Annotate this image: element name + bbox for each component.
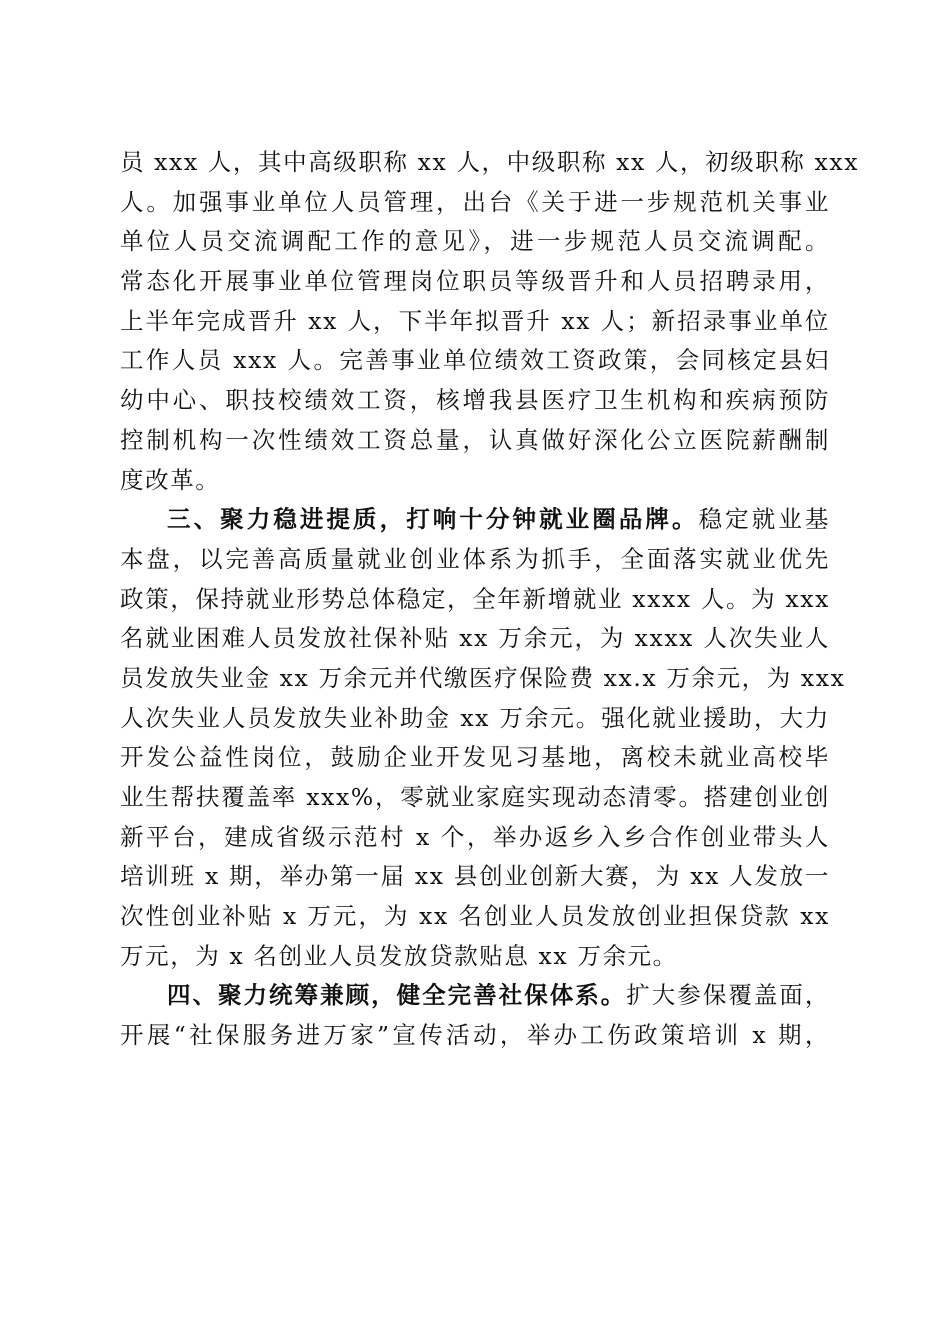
section-first-line-text: 扩大参保覆盖面， bbox=[626, 981, 830, 1010]
section-heading-4: 四、聚力统筹兼顾，健全完善社保体系。 bbox=[167, 981, 627, 1010]
text-line: 员发放失业金 xx 万余元并代缴医疗保险费 xx.x 万余元，为 xxx bbox=[120, 663, 846, 692]
paragraph-section-4 bbox=[120, 976, 830, 1055]
paragraph-1 bbox=[120, 143, 860, 500]
text-line: 常态化开展事业单位管理岗位职员等级晋升和人员招聘录用， bbox=[120, 267, 830, 296]
text-line: 新平台，建成省级示范村 x 个，举办返乡入乡合作创业带头人 bbox=[120, 822, 830, 851]
text-line: 开发公益性岗位，鼓励企业开发见习基地，离校未就业高校毕 bbox=[120, 743, 830, 772]
section-first-line bbox=[120, 976, 830, 1016]
text-line: 度改革。 bbox=[120, 465, 221, 494]
text-line: 本盘，以完善高质量就业创业体系为抓手，全面落实就业优先 bbox=[120, 544, 830, 573]
text-line: 次性创业补贴 x 万元，为 xx 名创业人员发放创业担保贷款 xx bbox=[120, 902, 830, 931]
text-line: 上半年完成晋升 xx 人，下半年拟晋升 xx 人；新招录事业单位 bbox=[120, 306, 830, 335]
text-line: 工作人员 xxx 人。完善事业单位绩效工资政策，会同核定县妇 bbox=[120, 346, 830, 375]
text-line: 政策，保持就业形势总体稳定，全年新增就业 xxxx 人。为 xxx bbox=[120, 584, 830, 613]
text-line: 业生帮扶覆盖率 xxx%，零就业家庭实现动态清零。搭建创业创 bbox=[120, 783, 830, 811]
text-line: 人。加强事业单位人员管理，出台《关于进一步规范机关事业 bbox=[120, 187, 830, 216]
text-line: 员 xxx 人，其中高级职称 xx 人，中级职称 xx 人，初级职称 xxx bbox=[120, 148, 860, 176]
text-line: 幼中心、职技校绩效工资，核增我县医疗卫生机构和疾病预防 bbox=[120, 386, 830, 415]
text-line: 万元，为 x 名创业人员发放贷款贴息 xx 万余元。 bbox=[120, 941, 678, 970]
section-first-line bbox=[120, 500, 830, 540]
paragraph-section-3 bbox=[120, 500, 846, 976]
text-line: 名就业困难人员发放社保补贴 xx 万余元，为 xxxx 人次失业人 bbox=[120, 624, 830, 653]
text-line: 开展“社保服务进万家”宣传活动，举办工伤政策培训 x 期， bbox=[120, 1021, 830, 1050]
text-line: 培训班 x 期，举办第一届 xx 县创业创新大赛，为 xx 人发放一 bbox=[120, 862, 830, 891]
text-line: 单位人员交流调配工作的意见》，进一步规范人员交流调配。 bbox=[120, 227, 830, 256]
text-line: 控制机构一次性绩效工资总量，认真做好深化公立医院薪酬制 bbox=[120, 425, 830, 454]
text-line: 人次失业人员发放失业补助金 xx 万余元。强化就业援助，大力 bbox=[120, 703, 830, 732]
section-heading-3: 三、聚力稳进提质，打响十分钟就业圈品牌。 bbox=[167, 505, 699, 534]
section-first-line-text: 稳定就业基 bbox=[698, 505, 831, 534]
document-body bbox=[120, 143, 860, 1056]
